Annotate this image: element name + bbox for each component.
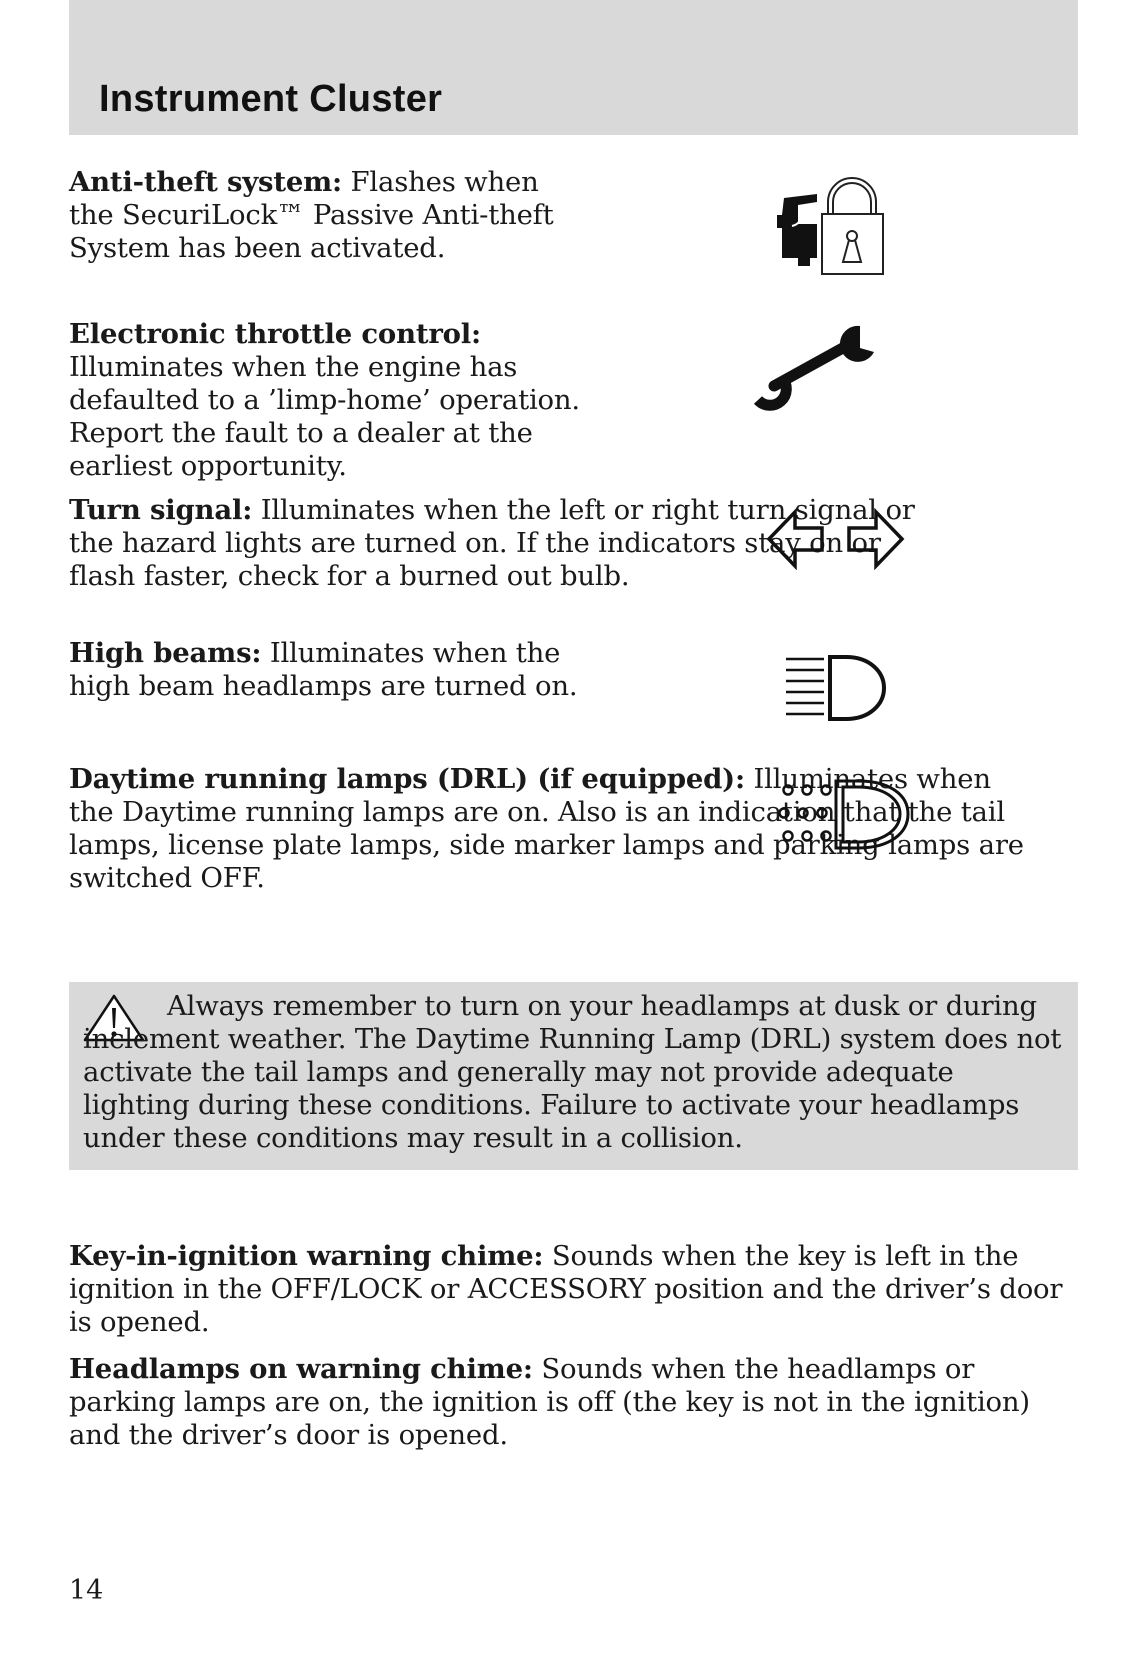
- headlamps-chime-paragraph: [69, 1353, 1079, 1452]
- page-title: Instrument Cluster: [99, 78, 443, 120]
- page-header: [69, 0, 1078, 135]
- turn-arrows-icon: [766, 508, 906, 570]
- high-beams-text: Illuminates when the high beam headlamps are turned on.: [69, 637, 578, 702]
- warning-box: [69, 982, 1078, 1170]
- key-chime-text: Sounds when the key is left in the ignition in the OFF/LOCK or ACCESSORY position and the driver’s door is opened.: [69, 1240, 1063, 1338]
- warning-text: Always remember to turn on your headlamps at dusk or during inclement weather. The Daytime Running Lamp (DRL) system does not activate the tail lamps and generally may not provide adequate lighting during these conditions. Failure to activate your headlamps under these conditions may result in a collision.: [83, 990, 1062, 1154]
- drl-text: Illuminates when the Daytime running lamps are on. Also is an indication that the tail lamps, license plate lamps, side marker lamps and parking lamps are switched OFF.: [69, 763, 1024, 894]
- turn-signal-heading: Turn signal:: [69, 494, 253, 526]
- anti-theft-heading: Anti-theft system:: [69, 166, 342, 198]
- key-chime-paragraph: [69, 1240, 1079, 1339]
- drl-icon: [778, 775, 914, 855]
- high-beams-heading: High beams:: [69, 637, 262, 669]
- anti-theft-icon: [770, 174, 890, 278]
- key-chime-heading: Key-in-ignition warning chime:: [69, 1240, 544, 1272]
- etc-paragraph: [69, 318, 609, 483]
- anti-theft-paragraph: [69, 166, 569, 265]
- page-number: 14: [69, 1575, 104, 1606]
- etc-heading: Electronic throttle control:: [69, 318, 482, 350]
- turn-signal-text: Illuminates when the left or right turn signal or the hazard lights are turned on. If the indicators stay on or flash faster, check for a burned out bulb.: [69, 494, 915, 592]
- wrench-icon: [752, 322, 882, 416]
- headlamps-chime-text: Sounds when the headlamps or parking lamps are on, the ignition is off (the key is not in the ignition) and the driver’s door is opened.: [69, 1353, 1030, 1451]
- drl-heading: Daytime running lamps (DRL) (if equipped):: [69, 763, 745, 795]
- etc-text: Illuminates when the engine has defaulted to a ’limp-home’ operation. Report the fault to a dealer at the earliest opportunity.: [69, 351, 580, 482]
- high-beams-paragraph: [69, 637, 589, 703]
- anti-theft-text: Flashes when the SecuriLock™ Passive Anti-theft System has been activated.: [69, 166, 554, 264]
- headlamps-chime-heading: Headlamps on warning chime:: [69, 1353, 533, 1385]
- high-beam-icon: [784, 654, 890, 722]
